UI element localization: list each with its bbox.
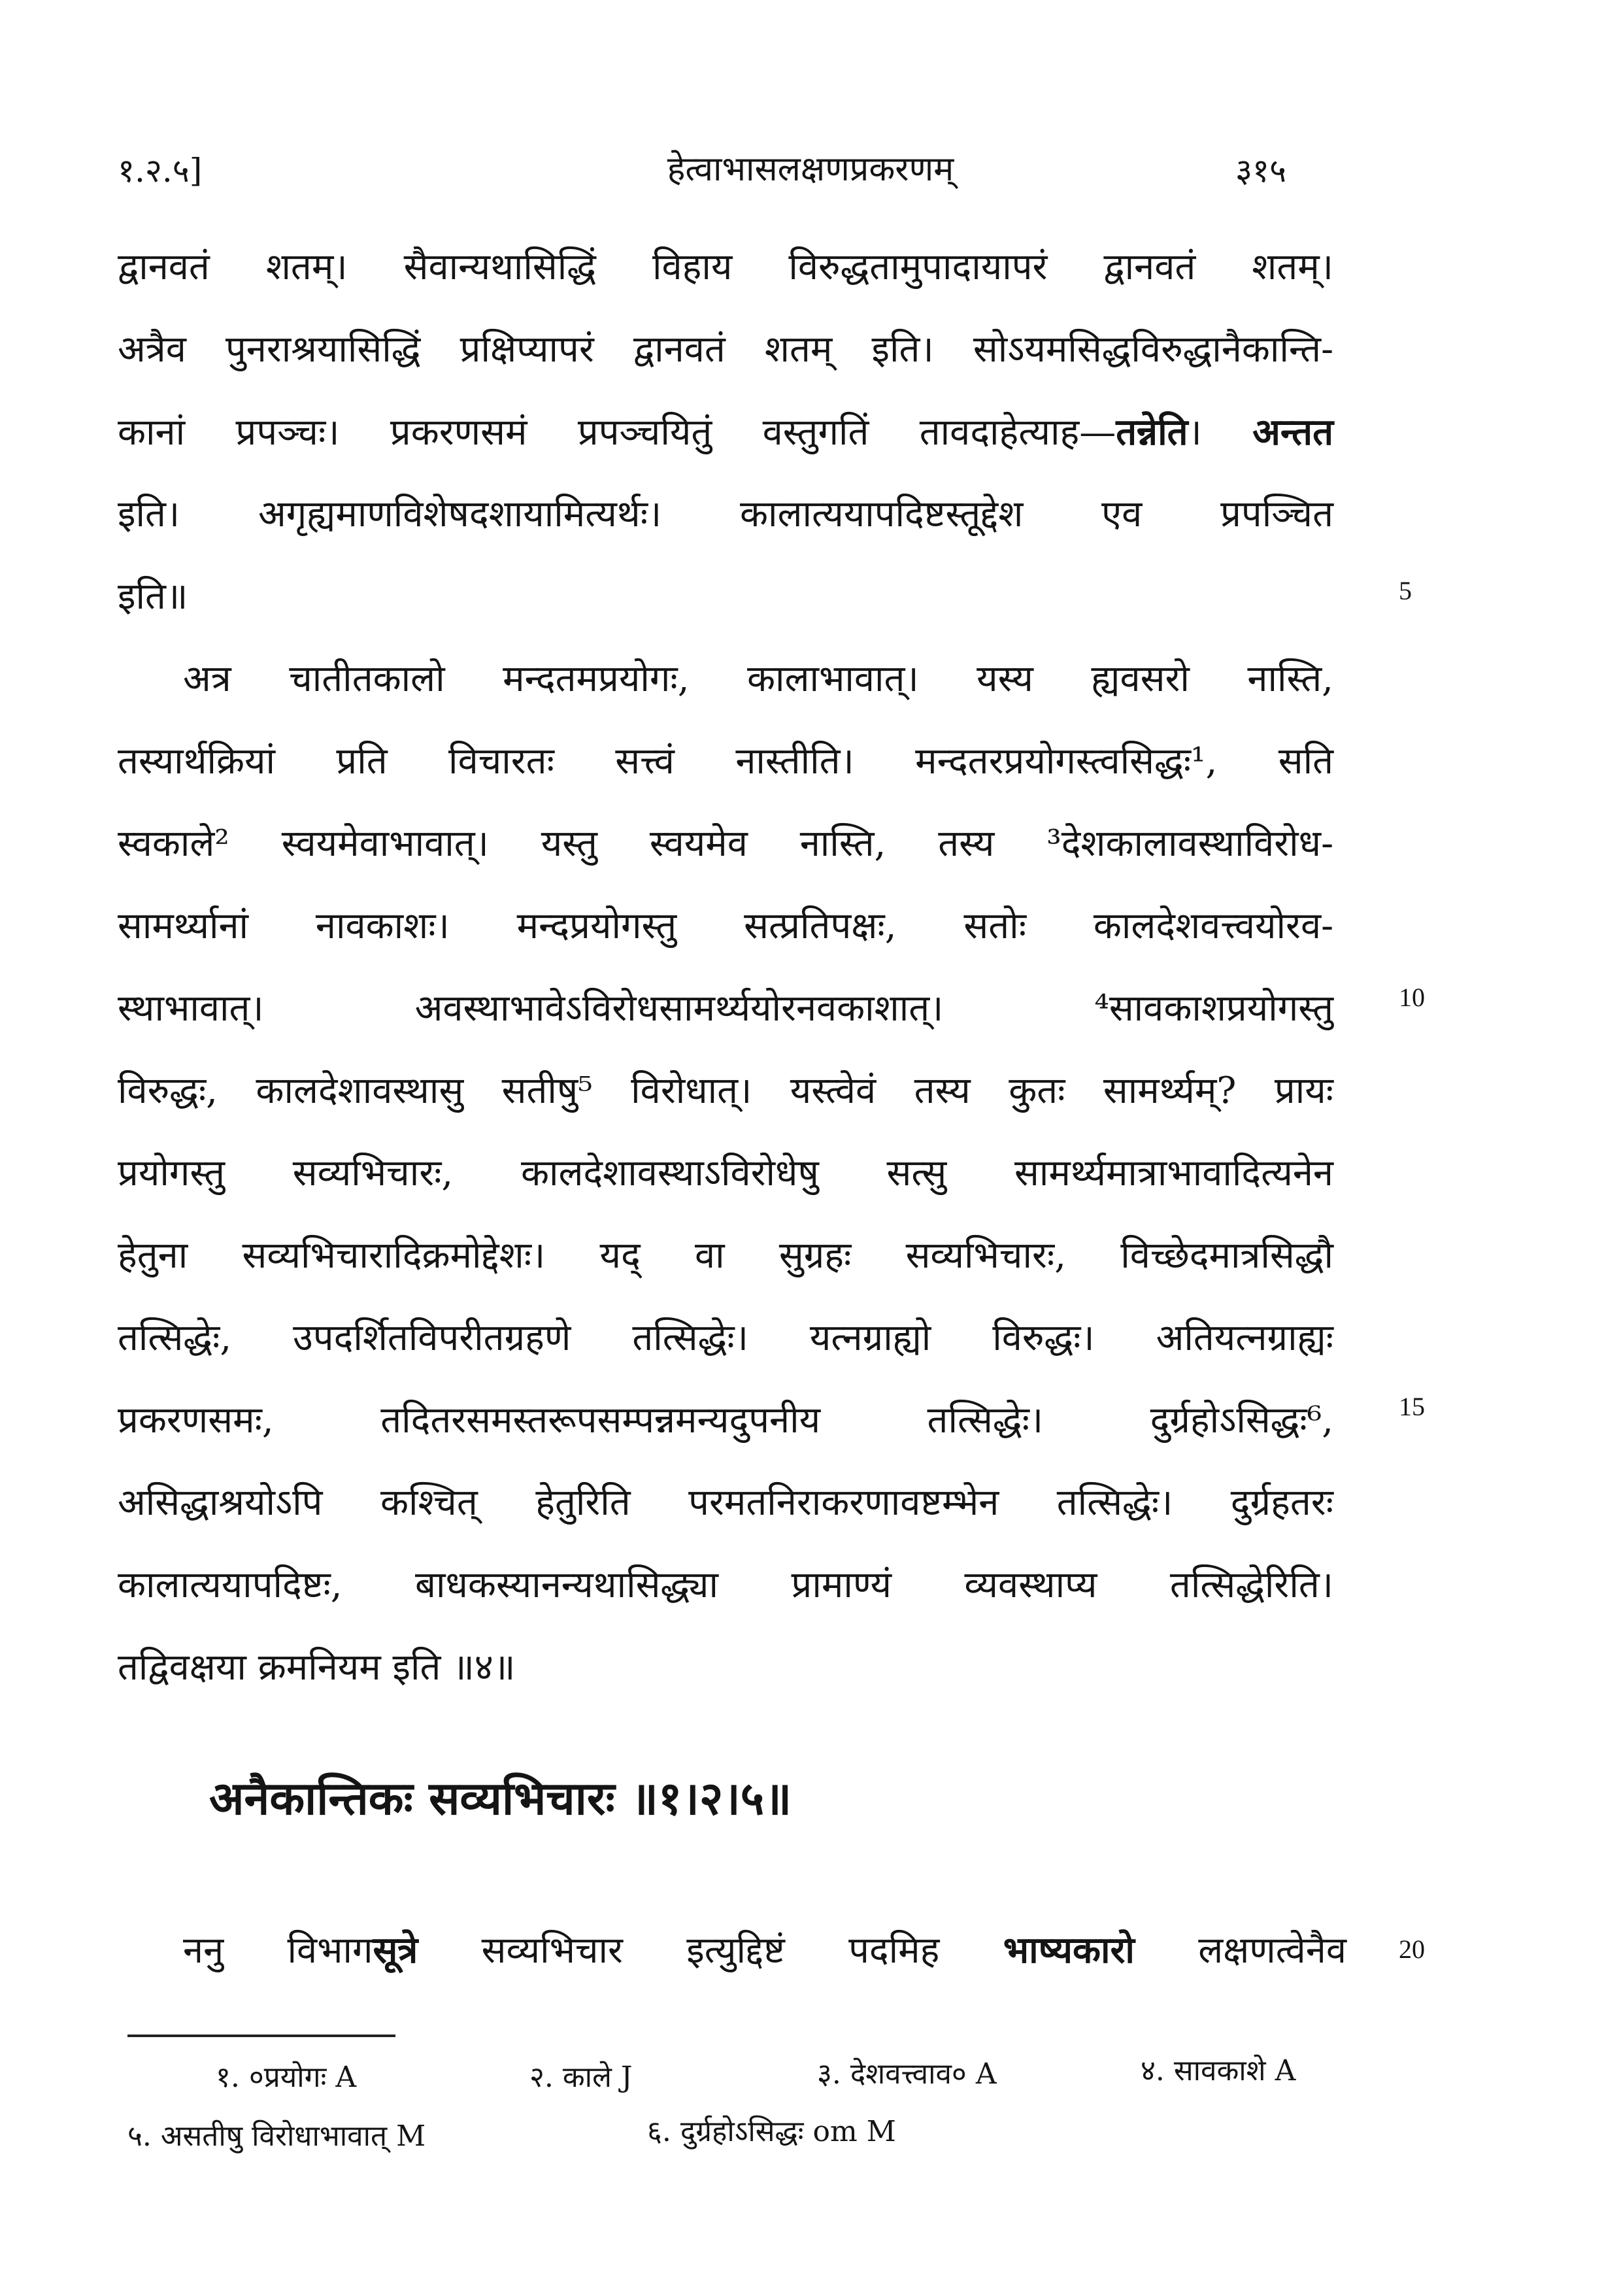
- footnote: [1141, 2050, 1295, 2089]
- section-reference: १.२.५]: [118, 152, 203, 190]
- footnote: [127, 2115, 426, 2154]
- footnote-siglum: J: [620, 2061, 633, 2094]
- text-line: प्रयोगस्तु सव्यभिचारः, कालदेशावस्थाऽविरोधेषु सत्सु सामर्थ्यमात्राभावादित्यनेन: [118, 1152, 1333, 1194]
- footnote-siglum: A: [1275, 2054, 1296, 2087]
- text-line: अत्र चातीतकालो मन्दतमप्रयोगः, कालाभावात्। यस्य ह्यवसरो नास्ति,: [183, 658, 1333, 700]
- text-run: कानां प्रपञ्चः। प्रकरणसमं प्रपञ्चयितुं वस्तुगतिं तावदाहेत्याह—: [118, 411, 1116, 454]
- text-line: इति॥: [118, 575, 188, 618]
- text-run: लक्षणत्वेनैव: [1134, 1929, 1346, 1972]
- footnote: [216, 2056, 356, 2095]
- text-line: सामर्थ्यानां नावकाशः। मन्दप्रयोगस्तु सत्प्रतिपक्षः, सतोः कालदेशवत्त्वयोरव-: [118, 905, 1333, 947]
- text-line: हेतुना सव्यभिचारादिक्रमोद्देशः। यद् वा सुग्रहः सव्यभिचारः, विच्छेदमात्रसिद्धौ: [118, 1234, 1333, 1277]
- bold-pratika: तन्नेति: [1116, 411, 1188, 454]
- running-header: [0, 147, 1621, 206]
- bold-term: सूत्रे: [373, 1929, 418, 1972]
- footnote: [529, 2056, 633, 2095]
- footnote: [647, 2110, 896, 2150]
- text-line: तद्विवक्षया क्रमनियम इति ॥४॥: [118, 1646, 516, 1689]
- text-line: कालात्ययापदिष्टः, बाधकस्यानन्यथासिद्ध्या प्रामाण्यं व्यवस्थाप्य तत्सिद्धेरिति।: [118, 1564, 1333, 1606]
- text-line: असिद्धाश्रयोऽपि कश्चित् हेतुरिति परमतनिराकरणावष्टम्भेन तत्सिद्धेः। दुर्ग्रहतरः: [118, 1481, 1333, 1524]
- footnote-text: काले: [562, 2061, 612, 2094]
- footnote-number: २.: [529, 2061, 554, 2094]
- line-number: 20: [1399, 1934, 1425, 1964]
- footnote-siglum: A: [975, 2057, 997, 2091]
- text-line: [118, 409, 1333, 456]
- line-number: 10: [1399, 983, 1425, 1012]
- text-run: ननु विभाग: [183, 1929, 373, 1972]
- footnote: [817, 2053, 997, 2092]
- footnote-text: असतीषु विरोधाभावात्: [160, 2119, 388, 2153]
- running-title: हेत्वाभासलक्षणप्रकरणम्: [667, 150, 954, 189]
- text-run: ।: [1188, 411, 1253, 454]
- text-line: स्थाभावात्। अवस्थाभावेऽविरोधसामर्थ्ययोरनवकाशात्। ⁴सावकाशप्रयोगस्तु: [118, 987, 1333, 1030]
- footnote-text: दुर्ग्रहोऽसिद्धः: [680, 2115, 804, 2148]
- footnote-text: ०प्रयोगः: [248, 2061, 327, 2094]
- text-line: प्रकरणसमः, तदितरसमस्तरूपसम्पन्नमन्यदुपनीय तत्सिद्धेः। दुर्ग्रहोऽसिद्धः⁶,: [118, 1399, 1333, 1442]
- footnote-siglum: A: [335, 2061, 357, 2094]
- footnote-rule: [127, 2034, 395, 2037]
- footnote-siglum: om M: [812, 2115, 896, 2148]
- footnote-number: ५.: [127, 2119, 152, 2153]
- line-number: 15: [1399, 1392, 1425, 1421]
- footnote-number: ४.: [1141, 2054, 1165, 2087]
- footnote-number: ६.: [647, 2115, 671, 2148]
- text-line: तस्यार्थक्रियां प्रति विचारतः सत्त्वं नास्तीति। मन्दतरप्रयोगस्त्वसिद्धः¹, सति: [118, 740, 1333, 783]
- text-run: सव्यभिचार इत्युद्दिष्टं पदमिह: [418, 1929, 1003, 1972]
- footnote-number: ३.: [817, 2057, 841, 2091]
- line-number: 5: [1399, 576, 1412, 605]
- text-line: अत्रैव पुनराश्रयासिद्धिं प्रक्षिप्यापरं द्वानवतं शतम् इति। सोऽयमसिद्धविरुद्धानैकान्ति-: [118, 328, 1333, 371]
- footnote-text: सावकाशे: [1173, 2054, 1266, 2087]
- text-line: इति। अगृह्यमाणविशेषदशायामित्यर्थः। कालात्ययापदिष्टस्तूद्देश एव प्रपञ्चित: [118, 493, 1333, 535]
- footnote-siglum: M: [396, 2119, 426, 2153]
- page-number: ३१५: [1235, 152, 1286, 190]
- bold-term: भाष्यकारो: [1003, 1929, 1135, 1972]
- sutra-heading: अनैकान्तिकः सव्यभिचारः ॥१।२।५॥: [209, 1771, 792, 1825]
- text-line: तत्सिद्धेः, उपदर्शितविपरीतग्रहणे तत्सिद्धेः। यत्नग्राह्यो विरुद्धः। अतियत्नग्राह्यः: [118, 1317, 1333, 1359]
- text-line: [183, 1927, 1346, 1974]
- text-line: विरुद्धः, कालदेशावस्थासु सतीषु⁵ विरोधात्। यस्त्वेवं तस्य कुतः सामर्थ्यम्? प्रायः: [118, 1070, 1333, 1112]
- text-line: द्वानवतं शतम्। सैवान्यथासिद्धिं विहाय विरुद्धतामुपादायापरं द्वानवतं शतम्।: [118, 246, 1333, 288]
- footnote-text: देशवत्त्वाव०: [850, 2057, 967, 2091]
- text-line: स्वकाले² स्वयमेवाभावात्। यस्तु स्वयमेव नास्ति, तस्य ³देशकालावस्थाविरोध-: [118, 822, 1333, 865]
- footnote-number: १.: [216, 2061, 240, 2094]
- bold-pratika: अन्तत: [1252, 411, 1333, 454]
